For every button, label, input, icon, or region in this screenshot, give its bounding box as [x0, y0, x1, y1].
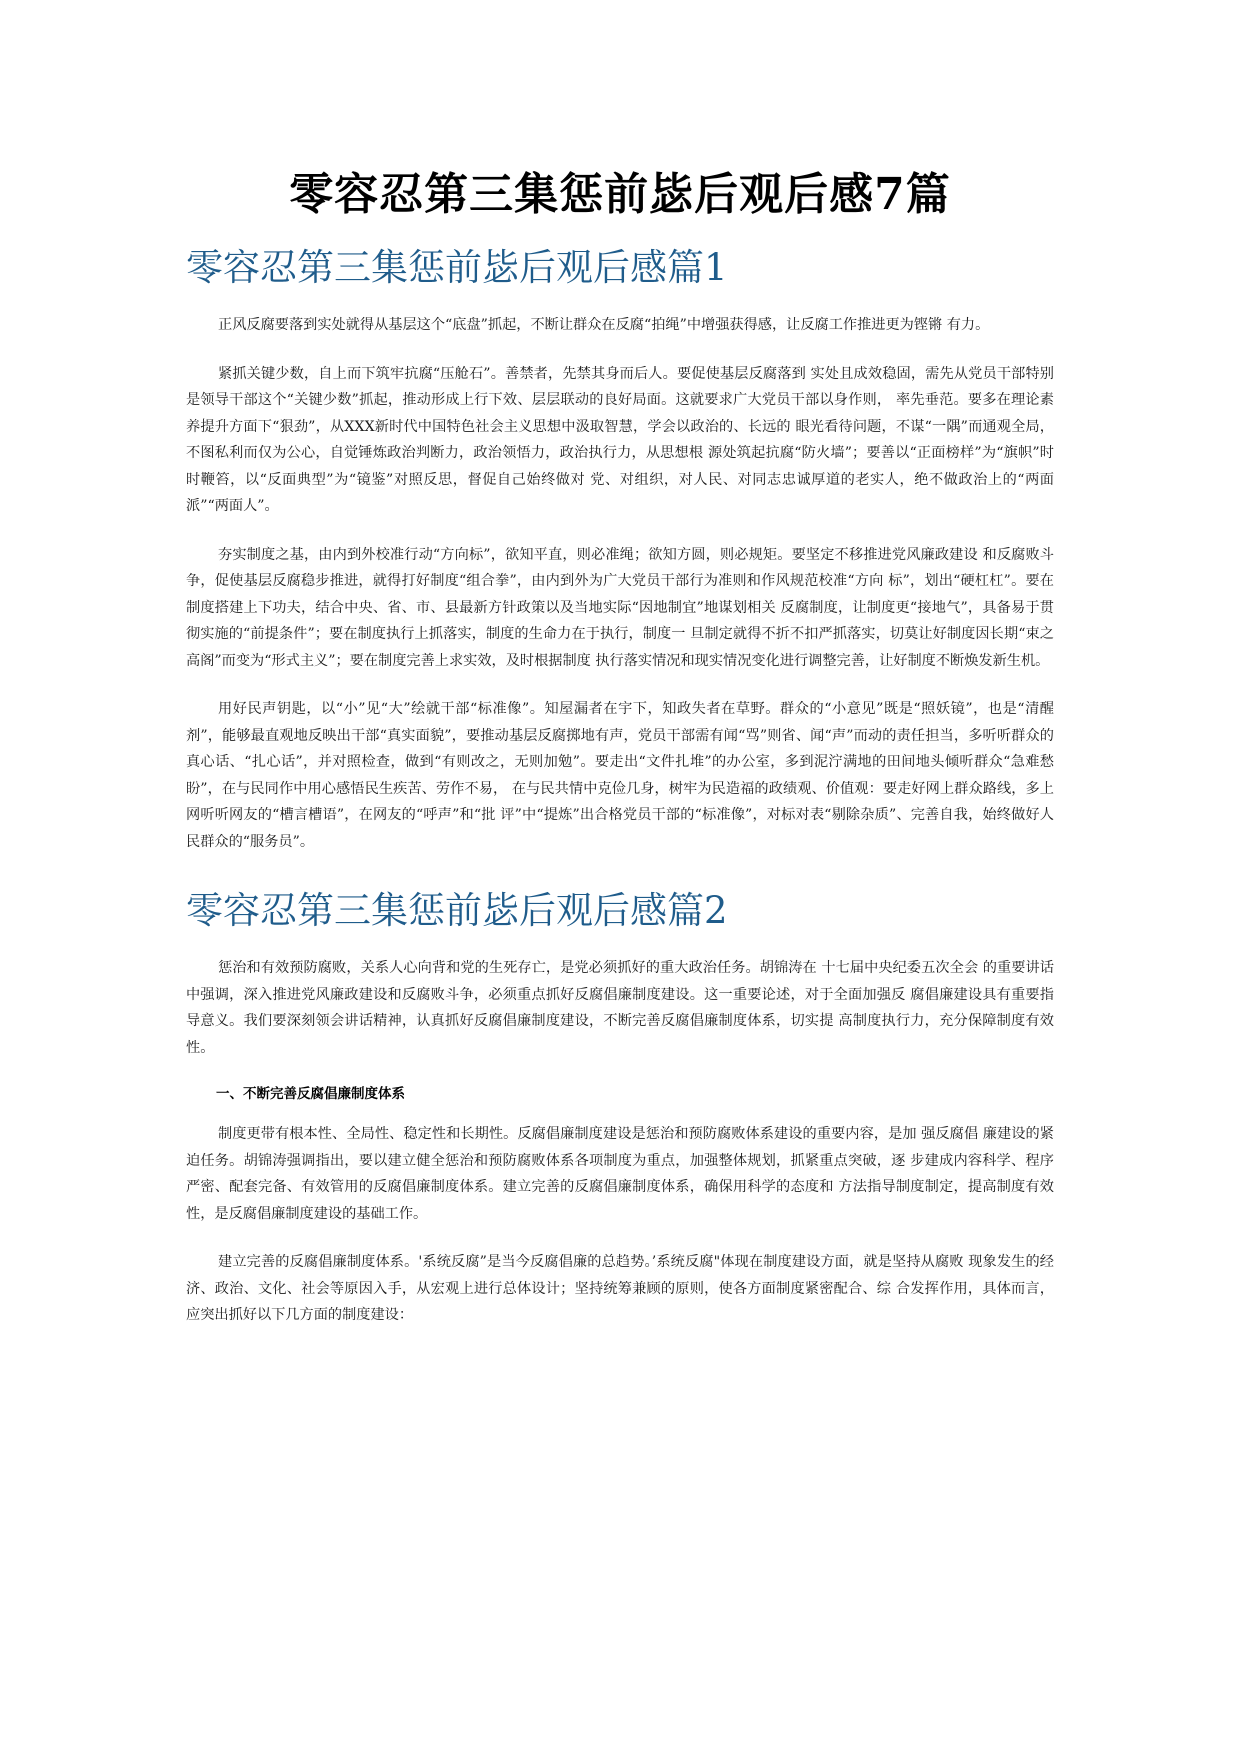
section-1-paragraph-4: 用好民声钥匙，以“小”见“大”绘就干部“标准像”。知屋漏者在宇下，知政失者在草野。群众的“小意见”既是“照妖镜”，也是“清醒剂”，能够最直观地反映出干部“真实面貌”，要推动基层反腐掷地有声，党员干部需有闻“骂”则省、闻“声”而动的责任担当，多听听群众的真心话、“扎心话”，并对照检查，做到“有则改之，无则加勉”。要走出“文件扎堆”的办公室，多到泥泞满地的田间地头倾听群众“急难愁盼”，在与民同作中用心感悟民生疾苦、劳作不易， 在与民共情中克俭几身，树牢为民造福的政绩观、价值观：要走好网上群众路线，多上网听听网友的“槽言槽语”，在网友的“呼声”和“批 评”中“提炼”出合格党员干部的“标准像”，对标对表“剔除杂质”、完善自我，始终做好人民群众的“服务员”。 — [186, 701, 1054, 850]
section-1-paragraph-1: 正风反腐要落到实处就得从基层这个“底盘”抓起，不断让群众在反腐“拍绳”中增强获得感，让反腐工作推进更为铿锵 有力。 — [218, 317, 990, 333]
section-1-heading: 零容忍第三集惩前毖后观后感篇1 — [186, 246, 728, 289]
section-2-heading: 零容忍第三集惩前毖后观后感篇2 — [186, 889, 728, 932]
section-2-subheading: 一、不断完善反腐倡廉制度体系 — [216, 1086, 405, 1102]
section-2-paragraph-1: 惩治和有效预防腐败，关系人心向背和党的生死存亡，是党必须抓好的重大政治任务。胡锦涛在 十七届中央纪委五次全会 的重要讲话中强调，深入推进党风廉政建设和反腐败斗争，必须重点抓好反腐倡廉制度建设。这一重要论述，对于全面加强反 腐倡廉建设具有重要指导意义。我们要深刻领会讲话精神，认真抓好反腐倡廉制度建设，不断完善反腐倡廉制度体系，切实提 高制度执行力，充分保障制度有效性。 — [186, 960, 1054, 1056]
section-1 — [186, 242, 1054, 855]
section-1-paragraph-3: 夯实制度之基，由内到外校准行动“方向标”，欲知平直，则必准绳；欲知方圆，则必规矩。要坚定不移推进党风廉政建设 和反腐败斗争，促使基层反腐稳步推进，就得打好制度“组合拳”，由内到外为广大党员干部行为准则和作风规范校准“方向 标”，划出“硬杠杠”。要在制度搭建上下功夫，结合中央、省、市、县最新方针政策以及当地实际“因地制宜”地谋划相关 反腐制度，让制度更“接地气”，具备易于贯彻实施的“前提条件”；要在制度执行上抓落实，制度的生命力在于执行，制度一 旦制定就得不折不扣严抓落实，切莫让好制度因长期“束之高阁”而变为“形式主义”；要在制度完善上求实效，及时根据制度 执行落实情况和现实情况变化进行调整完善，让好制度不断焕发新生机。 — [186, 546, 1054, 669]
document-title: 零容忍第三集惩前毖后观后感7篇 — [289, 169, 951, 220]
section-1-paragraph-2: 紧抓关键少数，自上而下筑牢抗腐“压舱石”。善禁者，先禁其身而后人。要促使基层反腐落到 实处且成效稳固，需先从党员干部特别是领导干部这个“关键少数”抓起，推动形成上行下效、层层联动的良好局面。这就要求广大党员干部以身作则， 率先垂范。要多在理论素养提升方面下“狠劲”，从XXX新时代中国特色社会主义思想中汲取智慧，学会以政治的、长远的 眼光看待问题，不谋“一隅”而通观全局，不图私利而仅为公心，自觉锤炼政治判断力，政治领悟力，政治执行力，从思想根 源处筑起抗腐“防火墙”；要善以“正面榜样”为“旗帜”时时鞭笞，以“反面典型”为“镜鉴”对照反思，督促自己始终做对 党、对组织，对人民、对同志忠诚厚道的老实人，绝不做政治上的“两面派”“两面人”。 — [186, 365, 1054, 514]
section-2 — [186, 885, 1054, 1329]
section-2-paragraph-3: 建立完善的反腐倡廉制度体系。'系统反腐”是当今反腐倡廉的总趋势。’系统反腐"体现在制度建设方面，就是坚持从腐败 现象发生的经济、政治、文化、社会等原因入手，从宏观上进行总体设计；坚持统筹兼顾的原则，使各方面制度紧密配合、综 合发挥作用，具体而言，应突出抓好以下几方面的制度建设： — [186, 1254, 1054, 1323]
document-page — [186, 160, 1054, 1351]
section-2-paragraph-2: 制度更带有根本性、全局性、稳定性和长期性。反腐倡廉制度建设是惩治和预防腐败体系建设的重要内容，是加 强反腐倡 廉建设的紧迫任务。胡锦涛强调指出，要以建立健全惩治和预防腐败体系各项制度为重点，加强整体规划，抓紧重点突破，逐 步建成内容科学、程序严密、配套完备、有效管用的反腐倡廉制度体系。建立完善的反腐倡廉制度体系，确保用科学的态度和 方法指导制度制定，提高制度有效性，是反腐倡廉制度建设的基础工作。 — [186, 1126, 1054, 1222]
